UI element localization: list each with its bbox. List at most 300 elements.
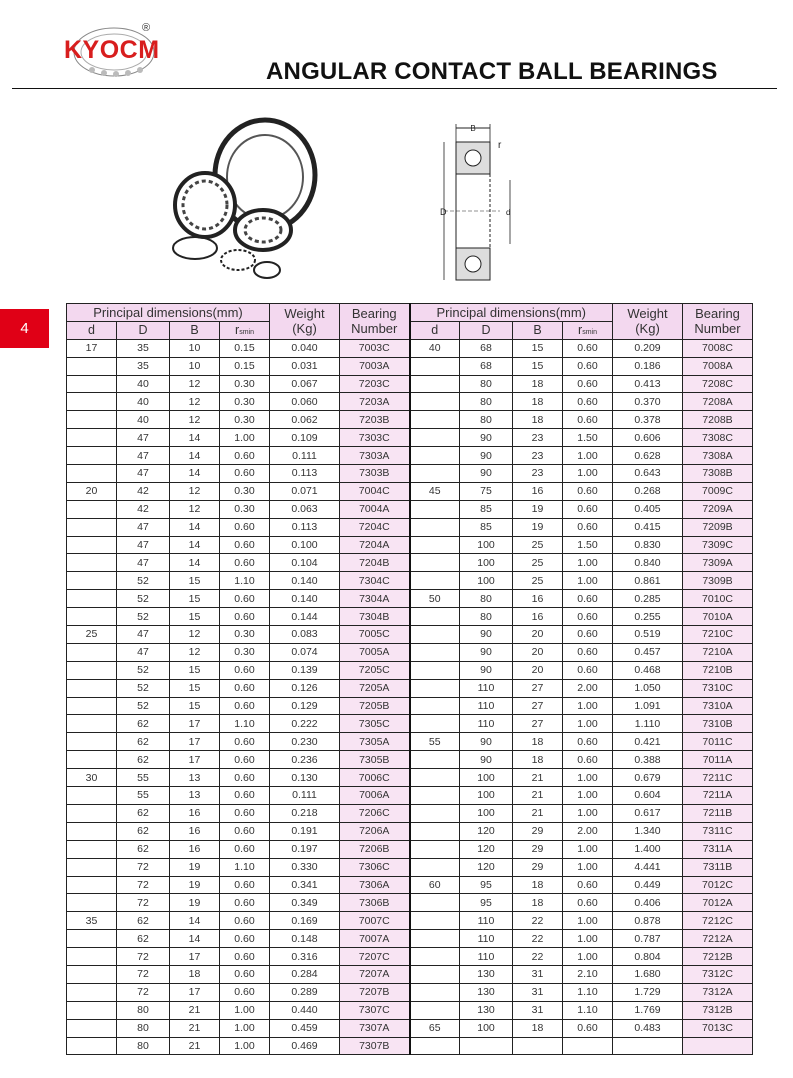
cell-r-smin: 0.60: [220, 804, 270, 822]
cell-weight: 1.729: [613, 983, 683, 1001]
cell-bearing-number: 7005C: [340, 626, 410, 644]
cell-d: [67, 536, 117, 554]
cell-bearing-number: 7304C: [340, 572, 410, 590]
cell-D: 52: [117, 572, 170, 590]
cell-B: 20: [513, 643, 563, 661]
cell-weight: 0.186: [613, 357, 683, 375]
cell-r-smin: 0.60: [220, 840, 270, 858]
cell-B: 18: [513, 733, 563, 751]
cell-weight: 0.519: [613, 626, 683, 644]
cell-bearing-number: 7004C: [340, 482, 410, 500]
cell-B: 15: [170, 608, 220, 626]
cell-D: 35: [117, 339, 170, 357]
cell-r-smin: 0.60: [220, 930, 270, 948]
cell-B: 25: [513, 572, 563, 590]
cell-r-smin: 1.00: [563, 840, 613, 858]
cell-B: 22: [513, 930, 563, 948]
cell-bearing-number: 7304B: [340, 608, 410, 626]
cell-r-smin: 1.00: [563, 912, 613, 930]
cell-d: [410, 965, 460, 983]
cell-bearing-number: 7211A: [683, 787, 753, 805]
cell-weight: 0.284: [270, 965, 340, 983]
principal-dimensions-header: Principal dimensions(mm): [67, 304, 270, 322]
cell-weight: 0.861: [613, 572, 683, 590]
cell-D: 62: [117, 715, 170, 733]
label-B: B: [470, 124, 476, 133]
cell-B: 19: [170, 858, 220, 876]
cell-d: [410, 572, 460, 590]
cell-weight: 0.104: [270, 554, 340, 572]
cell-D: 90: [460, 447, 513, 465]
cell-d: 30: [67, 769, 117, 787]
cell-B: 18: [513, 1019, 563, 1037]
table-row: [67, 482, 753, 500]
cell-bearing-number: 7306A: [340, 876, 410, 894]
cell-weight: 0.415: [613, 518, 683, 536]
cell-D: 120: [460, 858, 513, 876]
table-row: [67, 697, 753, 715]
table-row: [67, 608, 753, 626]
cell-r-smin: 0.60: [563, 626, 613, 644]
cell-B: 16: [170, 840, 220, 858]
cell-d: [410, 930, 460, 948]
cell-bearing-number: 7303A: [340, 447, 410, 465]
cell-B: 16: [513, 482, 563, 500]
cell-d: [410, 804, 460, 822]
header-divider: [12, 88, 777, 89]
cell-B: 19: [170, 894, 220, 912]
cell-bearing-number: 7307B: [340, 1037, 410, 1055]
cell-D: 42: [117, 482, 170, 500]
bearing-components-photo: [165, 115, 335, 285]
cell-bearing-number: 7307A: [340, 1019, 410, 1037]
cell-r-smin: 1.10: [220, 572, 270, 590]
cell-bearing-number: 7310C: [683, 679, 753, 697]
cell-weight: 0.349: [270, 894, 340, 912]
cell-weight: 0.140: [270, 572, 340, 590]
cell-r-smin: 0.30: [220, 643, 270, 661]
table-row: [67, 965, 753, 983]
cell-r-smin: 2.10: [563, 965, 613, 983]
table-row: [67, 679, 753, 697]
cell-weight: 0.129: [270, 697, 340, 715]
cell-bearing-number: 7306C: [340, 858, 410, 876]
cell-bearing-number: 7309B: [683, 572, 753, 590]
cell-B: 12: [170, 643, 220, 661]
cell-D: 68: [460, 339, 513, 357]
cell-d: [67, 1037, 117, 1055]
cell-r-smin: 2.00: [563, 822, 613, 840]
cell-r-smin: 1.10: [563, 983, 613, 1001]
cell-weight: 4.441: [613, 858, 683, 876]
cell-bearing-number: 7205C: [340, 661, 410, 679]
cell-d: [410, 894, 460, 912]
cell-D: 52: [117, 697, 170, 715]
cell-D: 100: [460, 554, 513, 572]
cell-d: [67, 608, 117, 626]
col-header-r: rsmin: [563, 321, 613, 339]
cell-r-smin: 0.60: [563, 608, 613, 626]
cell-B: 14: [170, 518, 220, 536]
cell-r-smin: 1.00: [563, 804, 613, 822]
cell-d: [67, 393, 117, 411]
cell-bearing-number: 7304A: [340, 590, 410, 608]
cell-B: 25: [513, 536, 563, 554]
cell-r-smin: 1.10: [220, 715, 270, 733]
cell-bearing-number: 7303B: [340, 465, 410, 483]
cell-D: 90: [460, 626, 513, 644]
cell-weight: 0.405: [613, 500, 683, 518]
cell-d: 20: [67, 482, 117, 500]
cell-bearing-number: 7207C: [340, 948, 410, 966]
cell-weight: 0.421: [613, 733, 683, 751]
cell-D: 62: [117, 804, 170, 822]
cell-r-smin: 0.30: [220, 375, 270, 393]
cell-weight: 0.113: [270, 518, 340, 536]
table-row: [67, 733, 753, 751]
cell-weight: 0.062: [270, 411, 340, 429]
cell-D: 80: [460, 375, 513, 393]
table-row: [67, 1001, 753, 1019]
cell-D: 95: [460, 894, 513, 912]
table-row: [67, 393, 753, 411]
cell-d: [410, 626, 460, 644]
cell-r-smin: 0.60: [563, 482, 613, 500]
cell-B: 10: [170, 357, 220, 375]
cell-d: [67, 965, 117, 983]
cell-D: 62: [117, 751, 170, 769]
cell-weight: 0.109: [270, 429, 340, 447]
cell-d: [67, 876, 117, 894]
cell-B: 18: [513, 393, 563, 411]
cell-D: 100: [460, 1019, 513, 1037]
col-header-D: D: [460, 321, 513, 339]
cell-bearing-number: 7012A: [683, 894, 753, 912]
cell-d: [67, 697, 117, 715]
label-d: d: [506, 208, 511, 217]
cell-d: [410, 447, 460, 465]
registered-mark: ®: [142, 22, 151, 34]
cell-weight: 0.197: [270, 840, 340, 858]
cell-r-smin: 0.60: [563, 339, 613, 357]
cell-weight: 0.218: [270, 804, 340, 822]
cell-bearing-number: 7211C: [683, 769, 753, 787]
cell-bearing-number: 7010C: [683, 590, 753, 608]
cell-r-smin: 0.60: [220, 518, 270, 536]
cell-D: 72: [117, 894, 170, 912]
cell-d: 25: [67, 626, 117, 644]
cell-D: 90: [460, 643, 513, 661]
cell-weight: 0.113: [270, 465, 340, 483]
cell-D: 62: [117, 840, 170, 858]
cell-r-smin: 0.60: [220, 894, 270, 912]
cell-weight: 0.378: [613, 411, 683, 429]
cell-D: 47: [117, 626, 170, 644]
table-row: [67, 429, 753, 447]
col-header-B: B: [170, 321, 220, 339]
cell-weight: 0.341: [270, 876, 340, 894]
cell-D: 55: [117, 787, 170, 805]
cell-D: 110: [460, 697, 513, 715]
cell-d: [67, 572, 117, 590]
cell-r-smin: 0.30: [220, 500, 270, 518]
cell-bearing-number: 7206B: [340, 840, 410, 858]
cell-B: 15: [513, 339, 563, 357]
cell-r-smin: 0.60: [220, 554, 270, 572]
cell-weight: [613, 1037, 683, 1055]
cell-weight: 1.091: [613, 697, 683, 715]
cell-d: [410, 858, 460, 876]
cell-r-smin: 0.60: [563, 500, 613, 518]
cell-bearing-number: 7312C: [683, 965, 753, 983]
cell-weight: 0.071: [270, 482, 340, 500]
cell-B: 21: [513, 787, 563, 805]
cell-r-smin: [563, 1037, 613, 1055]
cell-d: [67, 375, 117, 393]
cell-d: 65: [410, 1019, 460, 1037]
cell-d: [67, 661, 117, 679]
cell-bearing-number: 7208A: [683, 393, 753, 411]
cell-B: 12: [170, 500, 220, 518]
cell-D: 62: [117, 930, 170, 948]
cell-D: 62: [117, 822, 170, 840]
cell-r-smin: 1.00: [563, 715, 613, 733]
cell-weight: 0.100: [270, 536, 340, 554]
table-row: [67, 339, 753, 357]
cell-bearing-number: 7305C: [340, 715, 410, 733]
cell-bearing-number: 7212A: [683, 930, 753, 948]
cell-B: 19: [513, 518, 563, 536]
cell-d: [410, 357, 460, 375]
cell-d: [410, 554, 460, 572]
cell-d: 35: [67, 912, 117, 930]
weight-header: Weight (Kg): [613, 304, 683, 340]
cell-bearing-number: 7007C: [340, 912, 410, 930]
cell-bearing-number: 7308C: [683, 429, 753, 447]
cell-B: 12: [170, 482, 220, 500]
cell-D: 110: [460, 715, 513, 733]
table-row: [67, 375, 753, 393]
cell-d: [67, 357, 117, 375]
cell-r-smin: 0.60: [220, 733, 270, 751]
col-header-r: rsmin: [220, 321, 270, 339]
cell-bearing-number: 7311C: [683, 822, 753, 840]
cell-B: 15: [513, 357, 563, 375]
cell-d: [410, 643, 460, 661]
cell-D: 35: [117, 357, 170, 375]
cell-d: [67, 643, 117, 661]
cell-d: 60: [410, 876, 460, 894]
cell-r-smin: 0.60: [563, 375, 613, 393]
cell-d: [67, 518, 117, 536]
cell-r-smin: 0.30: [220, 482, 270, 500]
cell-r-smin: 0.60: [563, 411, 613, 429]
cell-d: [67, 751, 117, 769]
cell-weight: 1.769: [613, 1001, 683, 1019]
cell-weight: 0.370: [613, 393, 683, 411]
cell-bearing-number: 7303C: [340, 429, 410, 447]
cell-bearing-number: 7207B: [340, 983, 410, 1001]
cell-d: [67, 733, 117, 751]
cell-bearing-number: 7006C: [340, 769, 410, 787]
cell-bearing-number: 7310B: [683, 715, 753, 733]
cell-r-smin: 0.60: [220, 983, 270, 1001]
cell-B: 17: [170, 715, 220, 733]
cell-B: 22: [513, 948, 563, 966]
cell-r-smin: 0.60: [563, 643, 613, 661]
cell-B: 29: [513, 822, 563, 840]
cell-d: [67, 554, 117, 572]
cell-D: 120: [460, 822, 513, 840]
cell-d: 45: [410, 482, 460, 500]
cell-D: 110: [460, 948, 513, 966]
cell-bearing-number: 7208B: [683, 411, 753, 429]
cell-B: 27: [513, 679, 563, 697]
table-row: [67, 948, 753, 966]
cell-bearing-number: 7212C: [683, 912, 753, 930]
cell-d: [67, 858, 117, 876]
cell-B: 21: [513, 769, 563, 787]
cell-d: [410, 536, 460, 554]
principal-dimensions-header: Principal dimensions(mm): [410, 304, 613, 322]
cell-weight: 0.606: [613, 429, 683, 447]
cell-d: [67, 590, 117, 608]
cell-D: 85: [460, 518, 513, 536]
cell-bearing-number: 7013C: [683, 1019, 753, 1037]
cell-d: [410, 1037, 460, 1055]
cell-D: 40: [117, 393, 170, 411]
cell-B: 14: [170, 447, 220, 465]
cell-D: 80: [117, 1019, 170, 1037]
cell-d: [410, 1001, 460, 1019]
col-header-d: d: [410, 321, 460, 339]
table-row: [67, 554, 753, 572]
cell-bearing-number: 7204A: [340, 536, 410, 554]
cell-weight: 0.169: [270, 912, 340, 930]
cell-D: 75: [460, 482, 513, 500]
cell-r-smin: 0.60: [220, 787, 270, 805]
cell-B: 16: [170, 804, 220, 822]
cell-d: [410, 983, 460, 1001]
table-row: [67, 751, 753, 769]
table-row: [67, 930, 753, 948]
cell-weight: 0.604: [613, 787, 683, 805]
cell-r-smin: 0.60: [563, 876, 613, 894]
cell-d: [410, 840, 460, 858]
cell-D: 52: [117, 608, 170, 626]
cell-D: 90: [460, 661, 513, 679]
cell-weight: 1.110: [613, 715, 683, 733]
cell-d: [410, 769, 460, 787]
cell-weight: 0.679: [613, 769, 683, 787]
cell-B: 18: [513, 894, 563, 912]
cell-B: 14: [170, 465, 220, 483]
cell-r-smin: 0.60: [563, 590, 613, 608]
cell-bearing-number: 7205A: [340, 679, 410, 697]
cell-weight: 0.440: [270, 1001, 340, 1019]
table-row: [67, 643, 753, 661]
cell-D: 90: [460, 429, 513, 447]
cell-r-smin: 1.00: [563, 697, 613, 715]
cell-B: 14: [170, 429, 220, 447]
cell-r-smin: 1.50: [563, 429, 613, 447]
cell-weight: 0.830: [613, 536, 683, 554]
cell-bearing-number: 7011A: [683, 751, 753, 769]
cell-D: 72: [117, 858, 170, 876]
table-row: [67, 804, 753, 822]
cell-d: [67, 983, 117, 1001]
cell-D: 62: [117, 912, 170, 930]
cell-d: [67, 447, 117, 465]
cell-bearing-number: 7208C: [683, 375, 753, 393]
cell-B: 12: [170, 375, 220, 393]
cell-d: [410, 393, 460, 411]
table-row: [67, 536, 753, 554]
cell-weight: 0.209: [613, 339, 683, 357]
cell-weight: 0.111: [270, 447, 340, 465]
cell-bearing-number: 7011C: [683, 733, 753, 751]
cell-B: 25: [513, 554, 563, 572]
cell-weight: 0.148: [270, 930, 340, 948]
cell-d: [410, 375, 460, 393]
cell-r-smin: 0.60: [220, 590, 270, 608]
brand-logo: [62, 22, 167, 78]
cell-r-smin: 1.10: [220, 858, 270, 876]
cell-D: 90: [460, 733, 513, 751]
table-row: [67, 715, 753, 733]
cell-d: [410, 787, 460, 805]
cell-B: 19: [170, 876, 220, 894]
cell-d: [67, 804, 117, 822]
cell-B: 14: [170, 536, 220, 554]
cell-bearing-number: 7305B: [340, 751, 410, 769]
cell-B: 18: [513, 375, 563, 393]
cell-bearing-number: 7008C: [683, 339, 753, 357]
cell-r-smin: 1.00: [563, 930, 613, 948]
cell-bearing-number: 7205B: [340, 697, 410, 715]
cell-weight: 0.031: [270, 357, 340, 375]
cell-weight: 0.040: [270, 339, 340, 357]
cell-r-smin: 1.00: [563, 769, 613, 787]
cell-weight: 0.140: [270, 590, 340, 608]
cell-r-smin: 0.60: [220, 912, 270, 930]
cell-B: 13: [170, 787, 220, 805]
cell-d: 50: [410, 590, 460, 608]
cell-bearing-number: 7003A: [340, 357, 410, 375]
cell-r-smin: 0.60: [220, 661, 270, 679]
cell-weight: 0.130: [270, 769, 340, 787]
table-row: [67, 983, 753, 1001]
cell-r-smin: 1.00: [563, 447, 613, 465]
cell-D: 72: [117, 983, 170, 1001]
cell-d: [410, 429, 460, 447]
cell-weight: 0.074: [270, 643, 340, 661]
cell-D: 100: [460, 769, 513, 787]
cell-bearing-number: 7311A: [683, 840, 753, 858]
cell-r-smin: 0.60: [220, 769, 270, 787]
cell-D: 80: [460, 393, 513, 411]
cell-r-smin: 0.60: [563, 518, 613, 536]
cell-weight: 0.840: [613, 554, 683, 572]
cell-weight: 0.878: [613, 912, 683, 930]
cell-bearing-number: [683, 1037, 753, 1055]
cell-bearing-number: 7312B: [683, 1001, 753, 1019]
cell-B: 12: [170, 626, 220, 644]
cell-D: 90: [460, 751, 513, 769]
table-row: [67, 447, 753, 465]
cell-r-smin: 0.60: [220, 536, 270, 554]
cell-D: 80: [460, 608, 513, 626]
